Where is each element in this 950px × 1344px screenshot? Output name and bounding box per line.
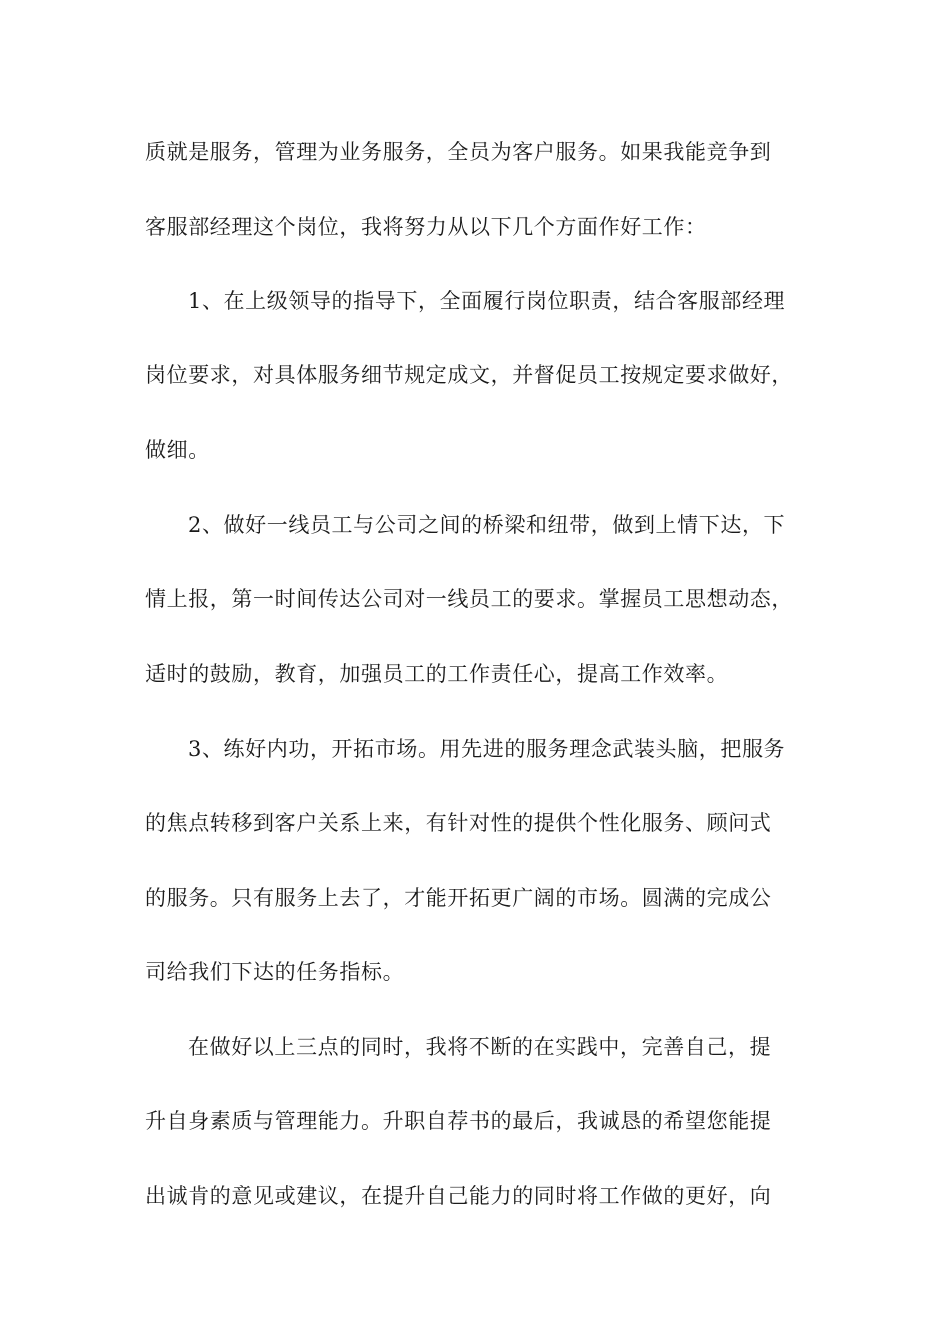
list-item-1-line: 岗位要求，对具体服务细节规定成文，并督促员工按规定要求做好， (145, 363, 793, 387)
list-item-1-line: 做细。 (145, 438, 210, 462)
list-item-1-line: 1、在上级领导的指导下，全面履行岗位职责，结合客服部经理 (188, 289, 786, 313)
list-item-3-line: 的服务。只有服务上去了，才能开拓更广阔的市场。圆满的完成公 (145, 886, 772, 910)
paragraph-line: 质就是服务，管理为业务服务，全员为客户服务。如果我能竞争到 (145, 140, 772, 164)
list-item-2-line: 情上报，第一时间传达公司对一线员工的要求。掌握员工思想动态， (145, 587, 793, 611)
paragraph-line: 客服部经理这个岗位，我将努力从以下几个方面作好工作： (145, 215, 707, 239)
list-item-2-line: 2、做好一线员工与公司之间的桥梁和纽带，做到上情下达，下 (188, 513, 786, 537)
list-item-3-line: 的焦点转移到客户关系上来，有针对性的提供个性化服务、顾问式 (145, 811, 772, 835)
list-item-3-line: 3、练好内功，开拓市场。用先进的服务理念武装头脑，把服务 (188, 737, 786, 761)
list-item-2-line: 适时的鼓励，教育，加强员工的工作责任心，提高工作效率。 (145, 662, 729, 686)
closing-paragraph-line: 在做好以上三点的同时，我将不断的在实践中，完善自己，提 (188, 1035, 772, 1059)
closing-paragraph-line: 升自身素质与管理能力。升职自荐书的最后，我诚恳的希望您能提 (145, 1109, 772, 1133)
closing-paragraph-line: 出诚肯的意见或建议，在提升自己能力的同时将工作做的更好，向 (145, 1184, 772, 1208)
list-item-3-line: 司给我们下达的任务指标。 (145, 960, 405, 984)
